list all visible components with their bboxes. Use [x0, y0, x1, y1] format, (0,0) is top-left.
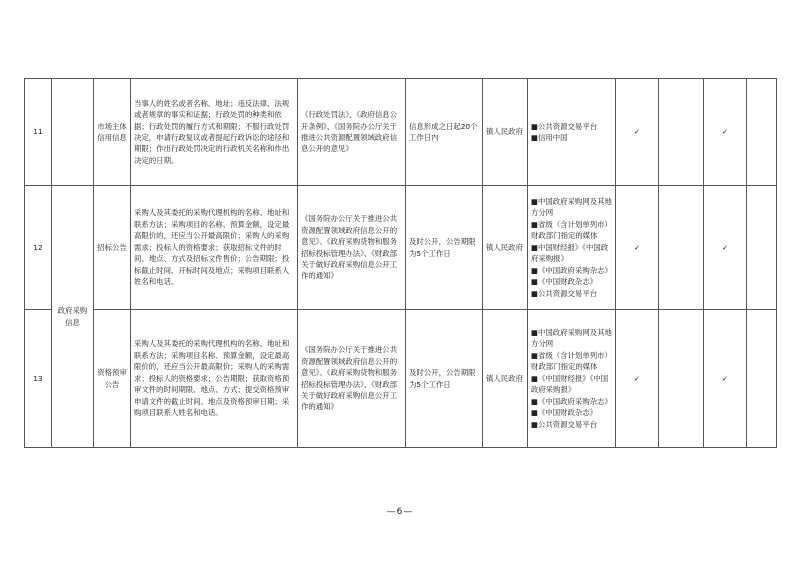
disclosure-time: 及时公开，公告期限为5个工作日	[406, 310, 483, 448]
check-mark: ✓	[616, 186, 659, 310]
row-number: 12	[25, 186, 52, 310]
row-number: 13	[25, 310, 52, 448]
channel-item: ■《中国财政杂志》	[531, 277, 598, 287]
empty-cell	[659, 79, 704, 186]
disclosure-channels	[528, 186, 616, 310]
disclosure-time: 及时公开，公告期限为5个工作日	[406, 186, 483, 310]
empty-cell	[747, 186, 777, 310]
row-number: 11	[25, 79, 52, 186]
category-label: 政府采购信息	[52, 186, 94, 448]
check-mark: ✓	[616, 79, 659, 186]
channel-item: ■公共资源交易平台	[531, 419, 598, 429]
disclosure-basis: 《行政处罚法》、《政府信息公开条例》、《国务院办公厅关于推进公共资源配置领域政府信息公开的意见》	[298, 79, 406, 186]
channel-item: ■信用中国	[531, 133, 568, 142]
channel-item: ■中国政府采购网及其地方分网	[531, 327, 612, 349]
channel-item: ■《中国政府采购杂志》	[531, 265, 612, 275]
disclosure-subject: 镇人民政府	[483, 186, 528, 310]
table-row	[25, 186, 777, 310]
channel-item: ■公共资源交易平台	[531, 288, 598, 298]
table-row	[25, 79, 777, 186]
channel-item: ■《中国财经报》《中国政府采购报》	[531, 373, 609, 395]
disclosure-content: 采购人及其委托的采购代理机构的名称、地址和联系方法；采购项目名称、预算金额，设定最高限价的，还应当公开最高限价；采购人的采购需求；投标人的资格要求；公告期限；获取资格预审文件的时间期限、地点、方式；提交资格预审申请文件的截止时间、地点及资格预审日期；采购项目联系人姓名和电话。	[131, 310, 298, 448]
disclosure-table	[24, 78, 777, 448]
check-mark: ✓	[704, 310, 747, 448]
empty-cell	[747, 79, 777, 186]
disclosure-subject: 镇人民政府	[483, 79, 528, 186]
check-mark: ✓	[704, 186, 747, 310]
disclosure-basis: 《国务院办公厅关于推进公共资源配置领域政府信息公开的意见》、《政府采购货物和服务招标投标管理办法》、《财政部关于做好政府采购信息公开工作的通知》	[298, 186, 406, 310]
disclosure-content: 采购人及其委托的采购代理机构的名称、地址和联系方法；采购项目的名称、预算金额，设定最高限价的，还应当公开最高限价；采购人的采购需求；投标人的资格要求；获取招标文件的时间、地点、方式及招标文件售价；公告期限；投标截止时间、开标时间及地点；采购项目联系人姓名和电话。	[131, 186, 298, 310]
empty-cell	[659, 186, 704, 310]
channel-item: ■省级（含计划单列市）财政部门指定的媒体	[531, 350, 612, 372]
page-number: —6—	[386, 507, 414, 517]
item-name: 招标公告	[94, 186, 131, 310]
disclosure-time: 信息形成之日起20个工作日内	[406, 79, 483, 186]
check-mark: ✓	[704, 79, 747, 186]
item-name: 市场主体信用信息	[94, 79, 131, 186]
disclosure-channels	[528, 79, 616, 186]
channel-item: ■中国财经报》《中国政府采购报》	[531, 242, 609, 264]
channel-item: ■省级（含计划单列市）财政部门指定的媒体	[531, 219, 612, 241]
channel-item: ■《中国政府采购杂志》	[531, 396, 612, 406]
category-cell	[52, 79, 94, 186]
channel-item: ■中国政府采购网及其地方分网	[531, 196, 612, 218]
empty-cell	[747, 310, 777, 448]
disclosure-channels	[528, 310, 616, 448]
check-mark: ✓	[616, 310, 659, 448]
item-name: 资格预审公告	[94, 310, 131, 448]
disclosure-content: 当事人的姓名或者名称、地址；违反法律、法规或者规章的事实和证据；行政处罚的种类和依据；行政处罚的履行方式和期限；不服行政处罚决定，申请行政复议或者提起行政诉讼的途径和期限；作出行政处罚决定的行政机关名称和作出决定的日期。	[131, 79, 298, 186]
table-row	[25, 310, 777, 448]
empty-cell	[659, 310, 704, 448]
channel-item: ■公共资源交易平台	[531, 121, 598, 131]
disclosure-subject: 镇人民政府	[483, 310, 528, 448]
channel-item: ■《中国财政杂志》	[531, 408, 598, 418]
disclosure-basis: 《国务院办公厅关于推进公共资源配置领域政府信息公开的意见》、《政府采购货物和服务招标投标管理办法》、《财政部关于做好政府采购信息公开工作的通知》	[298, 310, 406, 448]
